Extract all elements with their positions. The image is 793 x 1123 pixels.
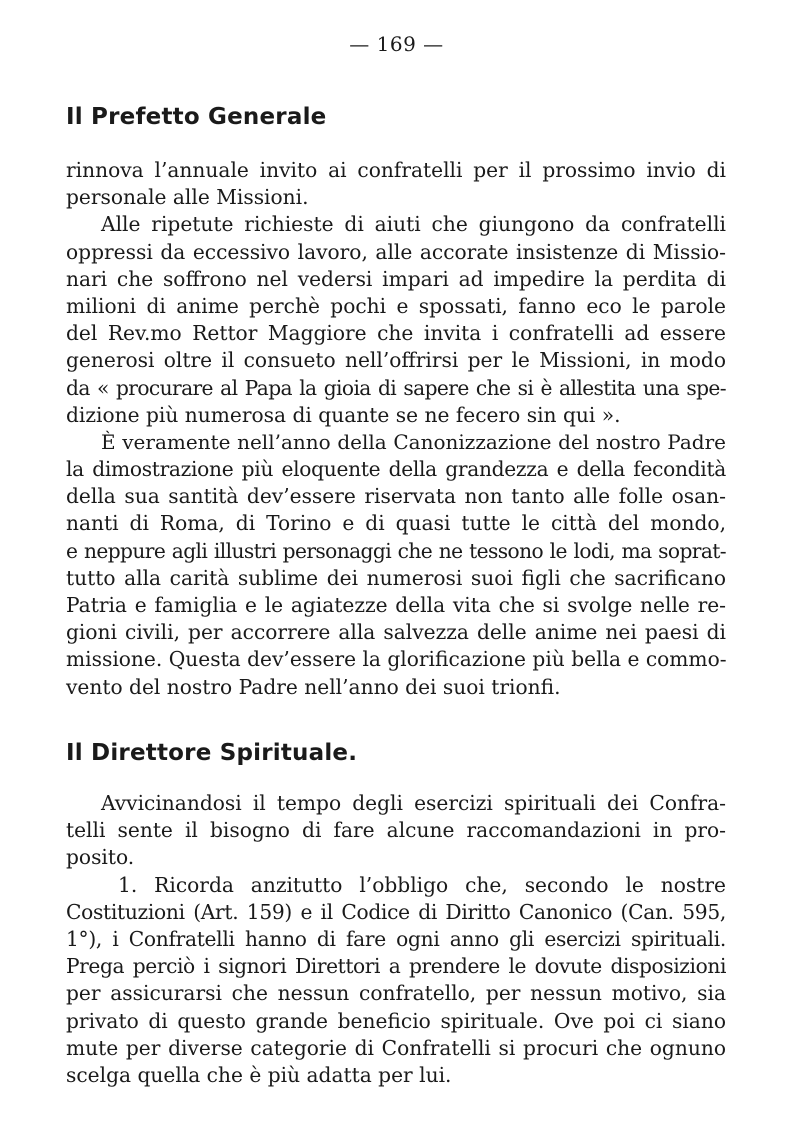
- text-line: 1. Ricorda anzitutto l’obbligo che, secondo le nostre: [118, 872, 726, 897]
- page-number: — 169 —: [349, 32, 444, 56]
- text-line: gioni civili, per accorrere alla salvezza delle anime nei paesi di: [66, 620, 726, 645]
- text-line: privato di questo grande beneficio spirituale. Ove poi ci siano: [66, 1008, 726, 1033]
- text-line: dizione più numerosa di quante se ne fecero sin qui ».: [66, 402, 621, 427]
- text-line: Patria e famiglia e le agiatezze della vita che si svolge nelle re-: [66, 593, 726, 617]
- text-line: tutto alla carità sublime dei numerosi suoi figli che sacrificano: [66, 565, 726, 590]
- text-line: Alle ripetute richieste di aiuti che giungono da confratelli: [101, 212, 726, 237]
- text-line: generosi oltre il consueto nell’offrirsi per le Missioni, in modo: [66, 348, 726, 373]
- text-line: del Rev.mo Rettor Maggiore che invita i confratelli ad essere: [66, 321, 726, 346]
- text-line: milioni di anime perchè pochi e spossati, fanno eco le parole: [66, 293, 726, 318]
- text-line: nari che soffrono nel vedersi impari ad impedire la perdita di: [66, 266, 726, 291]
- text-line: vento del nostro Padre nell’anno dei suoi trionfi.: [66, 674, 561, 699]
- section-heading-prefetto: Il Prefetto Generale: [66, 104, 327, 130]
- text-line: telli sente il bisogno di fare alcune raccomandazioni in pro-: [66, 818, 726, 843]
- section-body-direttore: [66, 790, 726, 1089]
- text-line: e neppure agli illustri personaggi che ne tessono le lodi, ma soprat-: [66, 538, 726, 563]
- text-line: rinnova l’annuale invito ai confratelli per il prossimo invio di: [66, 158, 726, 182]
- text-line: della sua santità dev’essere riservata non tanto alle folle osan-: [66, 484, 726, 509]
- text-line: la dimostrazione più eloquente della grandezza e della fecondità: [66, 457, 726, 482]
- text-line: posito.: [66, 845, 135, 870]
- text-line: oppressi da eccessivo lavoro, alle accorate insistenze di Missio-: [66, 239, 726, 264]
- text-line: nanti di Roma, di Torino e di quasi tutte le città del mondo,: [66, 511, 726, 536]
- text-line: scelga quella che è più adatta per lui.: [66, 1062, 452, 1087]
- text-line: Costituzioni (Art. 159) e il Codice di Diritto Canonico (Can. 595,: [66, 899, 726, 924]
- section-heading-direttore: Il Direttore Spirituale.: [66, 740, 358, 766]
- text-line: 1°), i Confratelli hanno di fare ogni anno gli esercizi spirituali.: [66, 926, 726, 951]
- text-line: È veramente nell’anno della Canonizzazione del nostro Padre: [101, 429, 726, 454]
- text-line: per assicurarsi che nessun confratello, per nessun motivo, sia: [66, 981, 726, 1006]
- text-line: Avvicinandosi il tempo degli esercizi spirituali dei Confra-: [101, 791, 726, 815]
- text-line: da « procurare al Papa la gioia di sapere che si è allestita una spe-: [66, 375, 726, 400]
- section-body-prefetto: [66, 157, 726, 701]
- text-line: missione. Questa dev’essere la glorificazione più bella e commo-: [66, 647, 727, 672]
- text-line: personale alle Missioni.: [66, 185, 309, 210]
- text-line: Prega perciò i signori Direttori a prendere le dovute disposizioni: [66, 954, 726, 979]
- text-line: mute per diverse categorie di Confratelli si procuri che ognuno: [66, 1035, 726, 1060]
